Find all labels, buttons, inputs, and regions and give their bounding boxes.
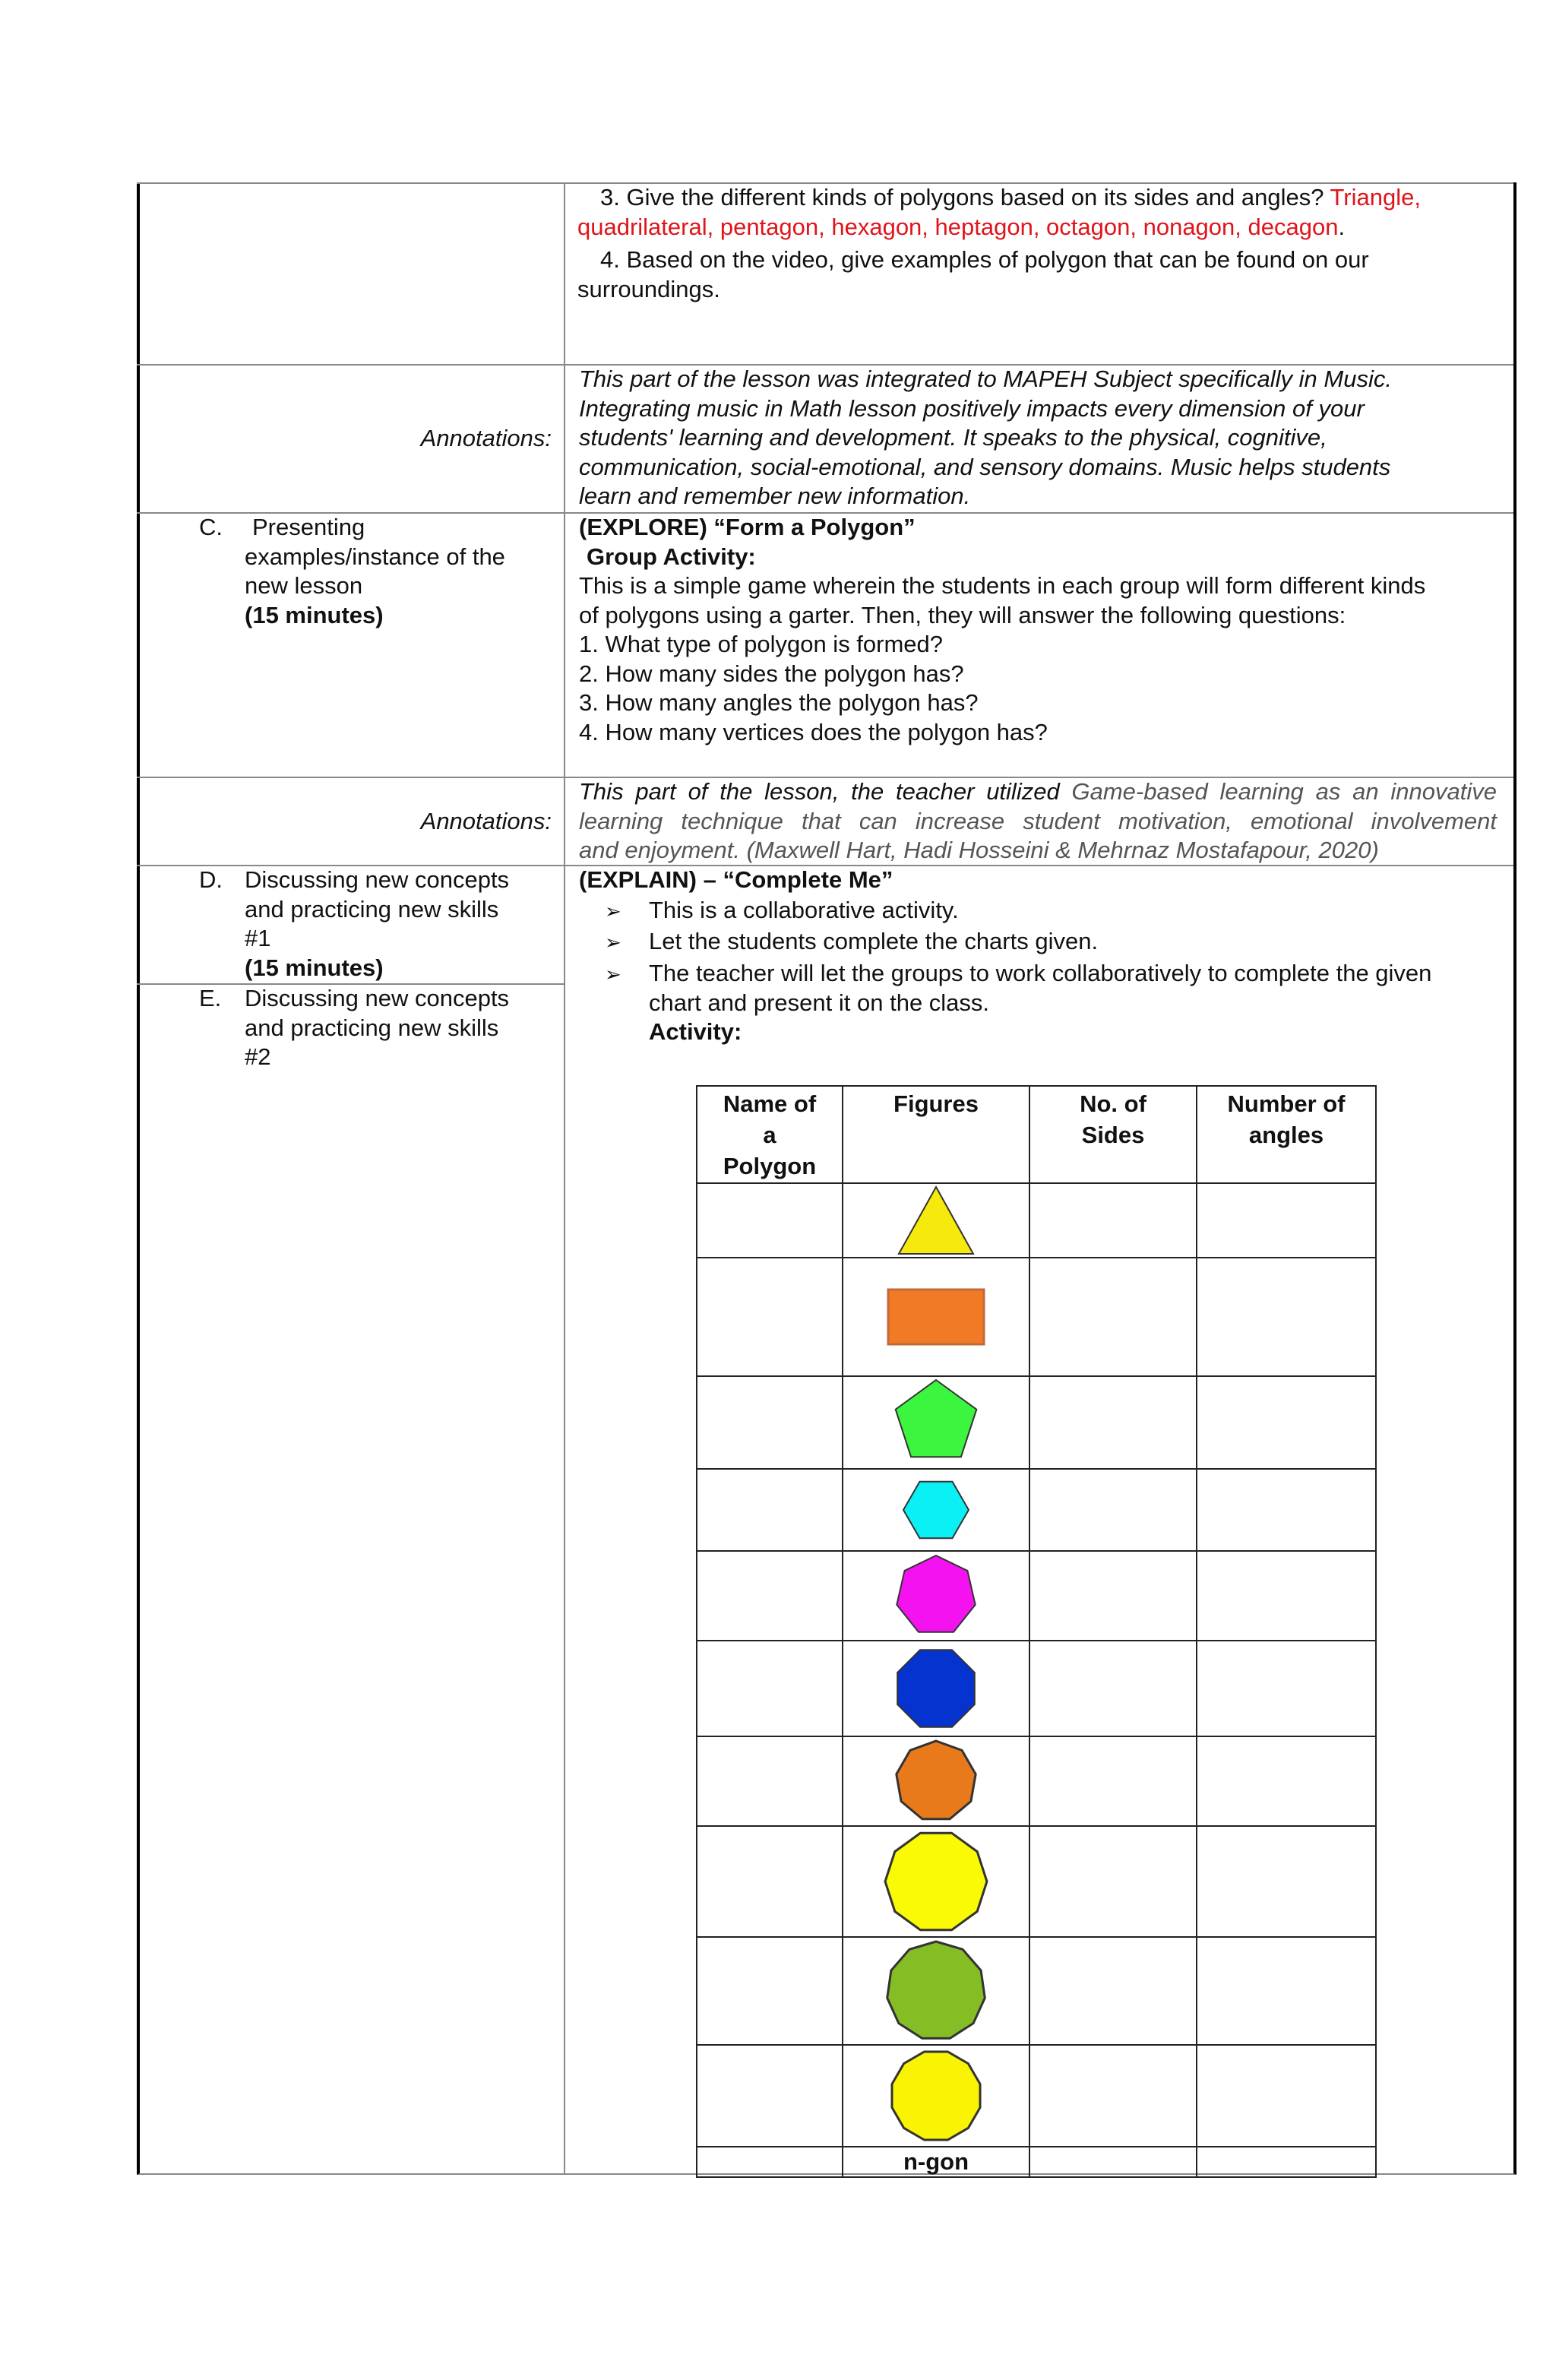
name-cell[interactable] xyxy=(697,1641,843,1736)
section-d-letter: D. xyxy=(199,866,223,893)
angles-cell[interactable] xyxy=(1197,1937,1376,2045)
annotation-label: Annotations: xyxy=(420,425,552,451)
annotation-music-text: This part of the lesson was integrated to MAPEH Subject specifically in Music. Integrating music in Math lesson positively impacts every dimension of your students' learning and development. It speaks to the physical, cognitive, communication, social-emotional, and sensory domains. Music helps students learn and remember new information. xyxy=(579,366,1392,509)
sides-cell[interactable] xyxy=(1029,1937,1197,2045)
figure-cell xyxy=(843,2045,1029,2147)
header-name-of-polygon: Name of a Polygon xyxy=(697,1086,843,1183)
decagon-shape xyxy=(885,1833,987,1929)
name-cell[interactable] xyxy=(697,1469,843,1551)
section-d-title: Discussing new concepts and practicing new skills #1 (15 minutes) xyxy=(245,866,510,981)
bullet-item: The teacher will let the groups to work collaboratively to complete the given chart and present it on the class. Activity: xyxy=(649,960,1432,1045)
name-cell[interactable] xyxy=(697,2045,843,2147)
name-cell[interactable] xyxy=(697,1937,843,2045)
angles-cell[interactable] xyxy=(1197,2045,1376,2147)
figure-cell xyxy=(843,1551,1029,1641)
decagon-icon xyxy=(883,1828,989,1935)
sides-cell[interactable] xyxy=(1029,1551,1197,1641)
header-figures: Figures xyxy=(843,1086,1029,1183)
annotation-game-text: This part of the lesson, the teacher utilized Game-based learning as an innovative learning technique that can increase student motivation, emotional involvement and enjoyment. (Maxwell Hart, Hadi Hosseini & Mehrnaz Mostafapour, 2020) xyxy=(579,778,1497,863)
annotation-label: Annotations: xyxy=(420,808,552,834)
figure-cell xyxy=(843,1183,1029,1258)
table-row xyxy=(697,2147,1376,2177)
sides-cell[interactable] xyxy=(1029,2147,1197,2177)
table-row xyxy=(697,1183,1376,1258)
section-e-title: Discussing new concepts and practicing new skills #2 xyxy=(245,985,510,1070)
arrow-bullet-icon: ➢ xyxy=(605,900,621,923)
sides-cell[interactable] xyxy=(1029,1376,1197,1469)
dodecagon-icon xyxy=(888,2048,984,2144)
arrow-bullet-icon: ➢ xyxy=(605,931,621,954)
table-row xyxy=(697,1641,1376,1736)
angles-cell[interactable] xyxy=(1197,1469,1376,1551)
name-cell[interactable] xyxy=(697,1376,843,1469)
section-c-title: Presenting examples/instance of the new lesson (15 minutes) xyxy=(245,514,505,628)
rectangle-icon xyxy=(887,1287,985,1347)
angles-cell[interactable] xyxy=(1197,1183,1376,1258)
explain-heading: (EXPLAIN) – “Complete Me” xyxy=(579,866,893,893)
table-row xyxy=(697,1937,1376,2045)
name-cell[interactable] xyxy=(697,1258,843,1376)
sides-cell[interactable] xyxy=(1029,1183,1197,1258)
angles-cell[interactable] xyxy=(1197,2147,1376,2177)
figure-cell xyxy=(843,1736,1029,1826)
hendecagon-shape xyxy=(887,1942,985,2038)
angles-cell[interactable] xyxy=(1197,1826,1376,1937)
name-cell[interactable] xyxy=(697,2147,843,2177)
pentagon-icon xyxy=(888,1378,984,1467)
sides-cell[interactable] xyxy=(1029,1469,1197,1551)
nonagon-shape xyxy=(897,1741,976,1819)
octagon-icon xyxy=(892,1644,980,1733)
name-cell[interactable] xyxy=(697,1183,843,1258)
table-row xyxy=(697,1736,1376,1826)
figure-cell xyxy=(843,1376,1029,1469)
figure-cell xyxy=(843,1937,1029,2045)
angles-cell[interactable] xyxy=(1197,1376,1376,1469)
section-c-letter: C. xyxy=(199,514,223,540)
header-number-of-angles: Number of angles xyxy=(1197,1086,1376,1183)
polygon-activity-table xyxy=(696,1085,1377,2178)
table-row xyxy=(697,1469,1376,1551)
angles-cell[interactable] xyxy=(1197,1641,1376,1736)
pentagon-shape xyxy=(896,1380,977,1457)
heptagon-shape xyxy=(897,1556,975,1632)
question-4: 4. Based on the video, give examples of polygon that can be found on our surroundings. xyxy=(577,246,1369,302)
explore-activity: (EXPLORE) “Form a Polygon” Group Activity: This is a simple game wherein the students in each group will form different kinds of polygons using a garter. Then, they will answer the following questions: 1. What type of polygon is formed? 2. How many sides the polygon has? 3. How many angles the polygon has? 4. How many vertices does the polygon has? xyxy=(579,514,1426,745)
question-3: 3. Give the different kinds of polygons based on its sides and angles? Triangle, quadrilateral, pentagon, hexagon, heptagon, octagon, nonagon, decagon. xyxy=(577,184,1421,240)
sides-cell[interactable] xyxy=(1029,2045,1197,2147)
figure-cell xyxy=(843,1641,1029,1736)
figure-cell xyxy=(843,1469,1029,1551)
angles-cell[interactable] xyxy=(1197,1258,1376,1376)
table-row xyxy=(697,1551,1376,1641)
dodecagon-shape xyxy=(892,2052,980,2140)
hendecagon-icon xyxy=(884,1939,988,2043)
name-cell[interactable] xyxy=(697,1736,843,1826)
section-e-letter: E. xyxy=(199,985,222,1011)
sides-cell[interactable] xyxy=(1029,1826,1197,1937)
table-header-row xyxy=(697,1086,1376,1183)
figure-cell xyxy=(843,1826,1029,1937)
sides-cell[interactable] xyxy=(1029,1736,1197,1826)
table-row xyxy=(697,2045,1376,2147)
angles-cell[interactable] xyxy=(1197,1736,1376,1826)
bullet-item: This is a collaborative activity. xyxy=(649,897,959,923)
triangle-icon xyxy=(894,1184,978,1257)
arrow-bullet-icon: ➢ xyxy=(605,963,621,986)
heptagon-icon xyxy=(890,1553,982,1638)
column-divider xyxy=(564,182,565,2175)
bullet-item: Let the students complete the charts given. xyxy=(649,928,1099,954)
angles-cell[interactable] xyxy=(1197,1551,1376,1641)
figure-cell xyxy=(843,1258,1029,1376)
hexagon-shape xyxy=(903,1482,969,1538)
table-row xyxy=(697,1376,1376,1469)
nonagon-icon xyxy=(893,1739,979,1824)
table-row xyxy=(697,1258,1376,1376)
name-cell[interactable] xyxy=(697,1826,843,1937)
header-no-of-sides: No. of Sides xyxy=(1029,1086,1197,1183)
table-row xyxy=(697,1826,1376,1937)
octagon-shape xyxy=(897,1650,975,1727)
hexagon-icon xyxy=(898,1475,974,1545)
sides-cell[interactable] xyxy=(1029,1258,1197,1376)
n-gon-label: n-gon xyxy=(843,2147,1029,2177)
name-cell[interactable] xyxy=(697,1551,843,1641)
sides-cell[interactable] xyxy=(1029,1641,1197,1736)
